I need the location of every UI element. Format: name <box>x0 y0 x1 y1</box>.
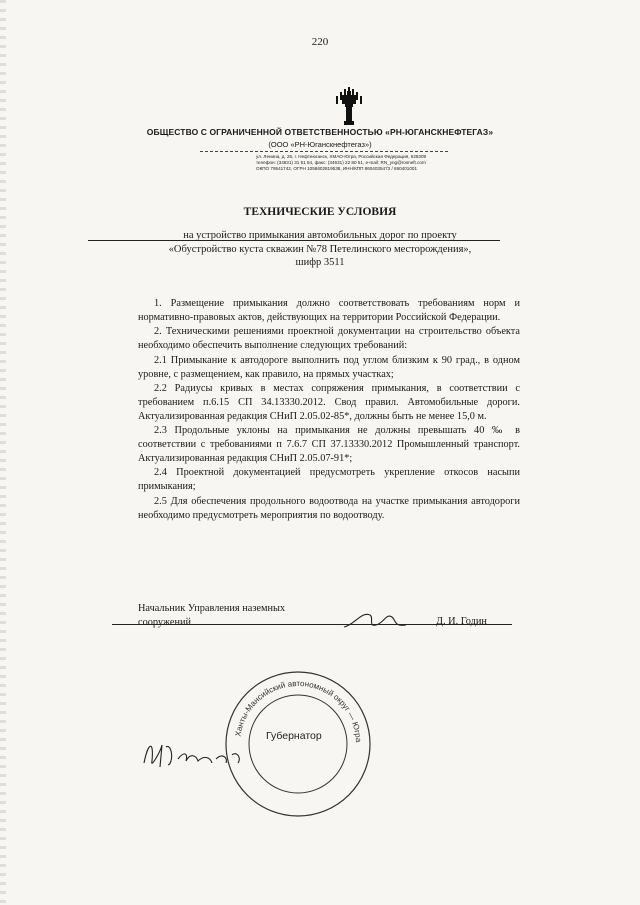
header-divider <box>200 151 448 152</box>
rosneft-logo-icon <box>331 87 367 125</box>
paragraph-2-4: 2.4 Проектной документацией предусмотреть укрепление откосов насыпи примыкания; <box>138 467 520 493</box>
paragraph-2: 2. Техническими решениями проектной документации на строительство объекта необходимо обеспечить выполнение следующих требований: <box>138 326 520 352</box>
contacts-registration: ОКПО 79541742, ОГРН 1058602819538, ИНН/КПП 8604035473 / 860401001 <box>256 166 418 171</box>
contacts-address: ул. Ленина, д. 26, г. Нефтеюганск, ХМАО-Югра, Российская Федерация, 628309 <box>256 154 427 159</box>
position-line-1: Начальник Управления наземных <box>138 603 286 614</box>
company-contacts <box>256 154 496 172</box>
paragraph-2-2: 2.2 Радиусы кривых в местах сопряжения примыкания, в соответствии с требованием п.6.15 СП 34.13330.2012. Свод правил. Автомобильные дороги. Актуализированная редакция СНиП 2.05.02-85*, должны быть не менее 15,0 м. <box>138 383 520 422</box>
paragraph-2-3: 2.3 Продольные уклоны на примыкания не должны превышать 40 ‰ в соответствии с требованиями п 7.6.7 СП 37.13330.2012 Промышленный транспорт. Актуализированная редакция СНиП 2.05.07-91*; <box>138 425 520 464</box>
subtitle-line-1: на устройство примыкания автомобильных дорог по проекту <box>183 230 457 241</box>
paragraph-1: 1. Размещение примыкания должно соответствовать требованиям норм и нормативно-правовых актов, действующих на территории Российской Федерации. <box>138 298 520 323</box>
subtitle-rule <box>88 240 500 241</box>
subtitle-line-3: шифр 3511 <box>295 257 345 268</box>
company-short-name: (ООО «РН-Юганскнефтегаз») <box>268 140 372 149</box>
requirements-body <box>138 297 520 523</box>
signature-scribble <box>340 605 410 633</box>
signatory-name: Д. И. Годин <box>436 616 487 627</box>
paragraph-2-1: 2.1 Примыкание к автодороге выполнить под углом близким к 90 град., в одном уровне, с размещением, как правило, на прямых участках; <box>138 354 520 380</box>
stamp-ring-text: Ханты-Мансийский автономный округ — Югра <box>233 678 364 743</box>
subtitle-line-2: «Обустройство куста скважин №78 Петелинского месторождения», <box>168 243 472 255</box>
handwritten-note <box>138 733 248 773</box>
paragraph-2-5: 2.5 Для обеспечения продольного водоотвода на участке примыкания автодороги необходимо предусмотреть мероприятия по водоотводу. <box>138 495 520 521</box>
document-title: ТЕХНИЧЕСКИЕ УСЛОВИЯ <box>243 206 397 218</box>
company-name: ОБЩЕСТВО С ОГРАНИЧЕННОЙ ОТВЕТСТВЕННОСТЬЮ «РН-ЮГАНСКНЕФТЕГАЗ» <box>146 127 494 137</box>
page-number: 220 <box>311 36 329 48</box>
contacts-phone: телефон: (34631) 31 51 84, факс: (34631) 22 80 51, e-mail: RN_yng@rosneft.com <box>256 160 426 165</box>
stamp-center-word: Губернатор <box>266 730 322 742</box>
position-line-2: сооружений <box>138 616 191 628</box>
document-subtitle <box>100 229 540 270</box>
